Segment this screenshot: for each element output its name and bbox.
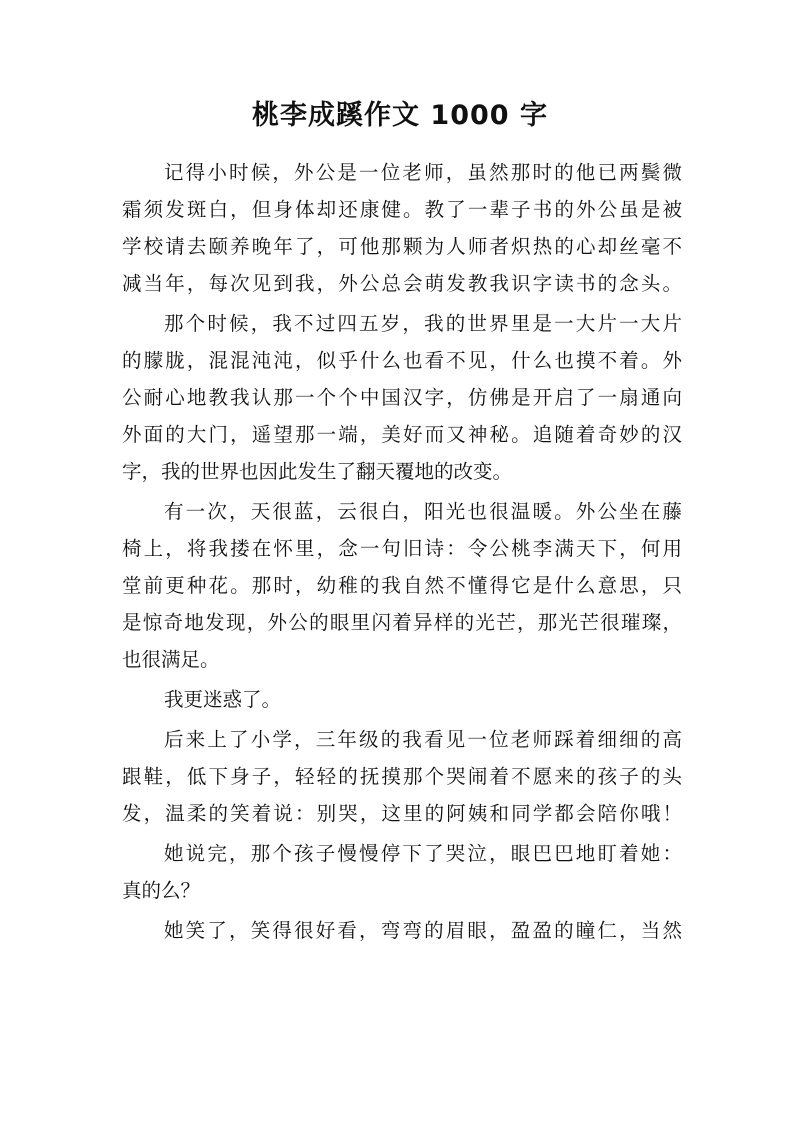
paragraph — [122, 912, 682, 949]
text-line: 也很满足。 — [122, 648, 220, 671]
paragraph — [122, 681, 682, 718]
text-line: 公耐心地教我认那一个个中国汉字，仿佛是开启了一扇通向 — [122, 386, 682, 409]
text-line: 椅上，将我搂在怀里，念一句旧诗：令公桃李满天下，何用 — [122, 537, 682, 560]
text-line: 我更迷惑了。 — [164, 688, 282, 711]
paragraph — [122, 721, 682, 832]
text-line: 学校请去颐养晚年了，可他那颗为人师者炽热的心却丝毫不 — [122, 235, 682, 258]
text-line: 真的么？ — [122, 879, 201, 902]
paragraph — [122, 493, 682, 678]
text-line: 外面的大门，遥望那一端，美好而又神秘。追随着奇妙的汉 — [122, 423, 682, 446]
text-line: 的朦胧，混混沌沌，似乎什么也看不见，什么也摸不着。外 — [122, 349, 682, 372]
text-line: 后来上了小学，三年级的我看见一位老师踩着细细的高 — [164, 728, 682, 751]
text-line: 她笑了，笑得很好看，弯弯的眉眼，盈盈的瞳仁，当然 — [164, 919, 682, 942]
text-line: 记得小时候，外公是一位老师，虽然那时的他已两鬓微 — [164, 161, 682, 184]
paragraph — [122, 154, 682, 302]
text-line: 霜须发斑白，但身体却还康健。教了一辈子书的外公虽是被 — [122, 198, 682, 221]
paragraph — [122, 305, 682, 490]
document-title: 桃李成蹊作文 1000 字 — [252, 100, 548, 131]
text-line: 减当年，每次见到我，外公总会萌发教我识字读书的念头。 — [122, 272, 682, 295]
text-line: 那个时候，我不过四五岁，我的世界里是一大片一大片 — [164, 312, 682, 335]
text-line: 跟鞋，低下身子，轻轻的抚摸那个哭闹着不愿来的孩子的头 — [122, 765, 682, 788]
paragraph — [122, 835, 682, 909]
text-line: 字，我的世界也因此发生了翻天覆地的改变。 — [122, 460, 513, 483]
text-line: 堂前更种花。那时，幼稚的我自然不懂得它是什么意思，只 — [122, 574, 682, 597]
document-body — [122, 154, 682, 952]
text-line: 发，温柔的笑着说：别哭，这里的阿姨和同学都会陪你哦！ — [122, 802, 682, 825]
text-line: 有一次，天很蓝，云很白，阳光也很温暖。外公坐在藤 — [164, 500, 682, 523]
text-line: 她说完，那个孩子慢慢停下了哭泣，眼巴巴地盯着她： — [164, 842, 682, 865]
text-line: 是惊奇地发现，外公的眼里闪着异样的光芒，那光芒很璀璨， — [122, 611, 682, 634]
